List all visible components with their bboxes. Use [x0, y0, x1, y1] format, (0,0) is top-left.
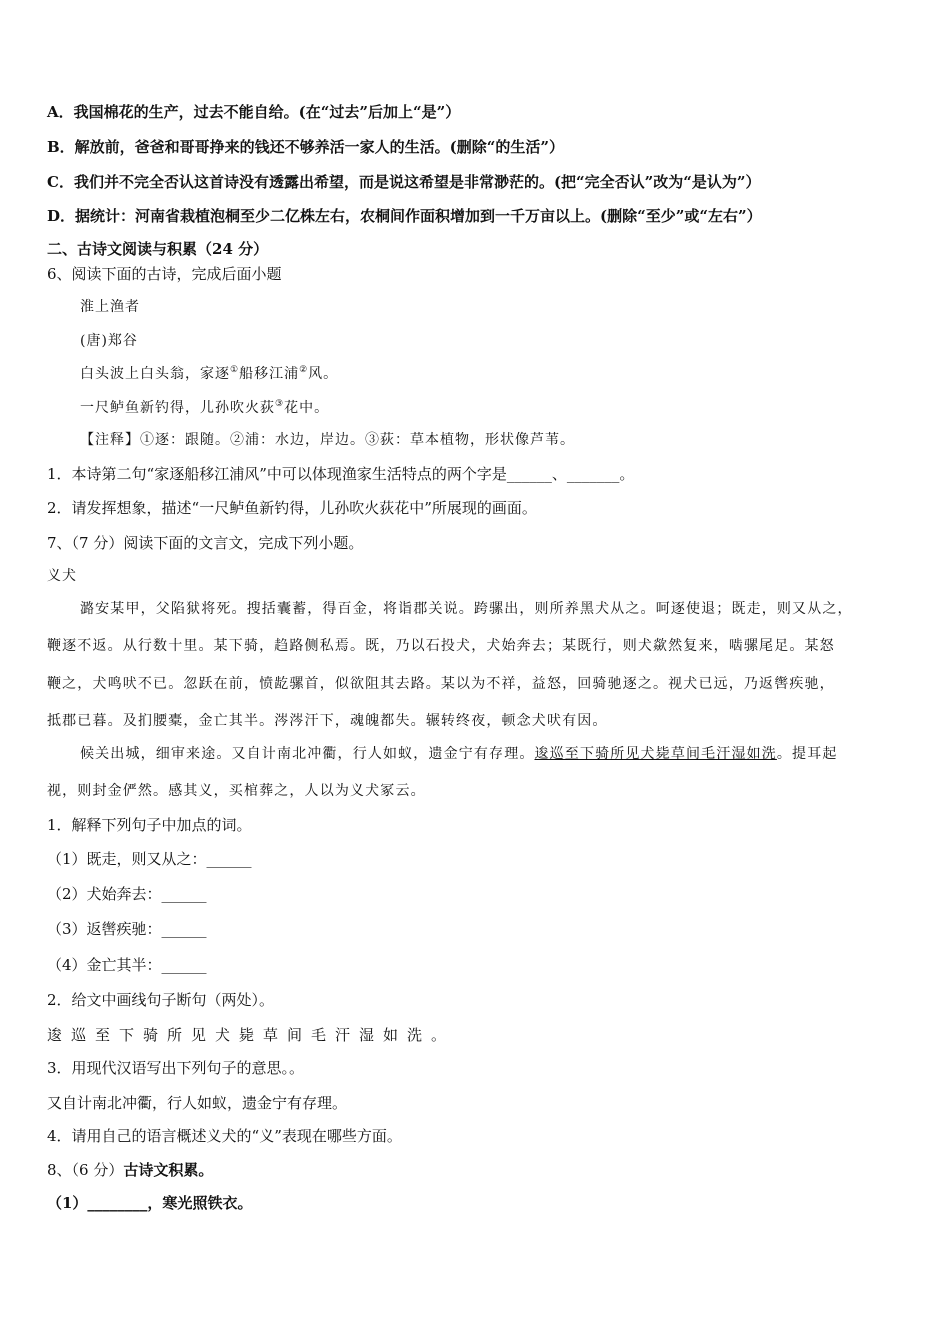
- q7-sub2: 2．给文中画线句子断句（两处）。: [47, 991, 275, 1009]
- poem-line-1-b: 船移江浦: [239, 366, 300, 382]
- section-heading: 二、古诗文阅读与积累（24 分）: [47, 240, 269, 258]
- poem-line-1-c: 风。: [308, 366, 339, 382]
- q7-sub4: 4．请用自己的语言概述义犬的“义”表现在哪些方面。: [47, 1127, 402, 1145]
- poem-line-2: [80, 398, 329, 418]
- poem-title: 淮上渔者: [80, 299, 140, 315]
- poem-line-1: [80, 364, 338, 384]
- option-a: A．我国棉花的生产，过去不能自给。(在“过去”后加上“是”）: [47, 103, 461, 121]
- poem-line-2-a: 一尺鲈鱼新钓得，儿孙吹火荻: [80, 400, 275, 416]
- q7-prompt: 7、（7 分）阅读下面的文言文，完成下列小题。: [47, 534, 364, 552]
- underlined-sentence: 逡巡至下骑所见犬毙草间毛汗湿如洗: [534, 746, 777, 762]
- q6-sub1: 1．本诗第二句“家逐船移江浦风”中可以体现渔家生活特点的两个字是______、_______。: [47, 465, 635, 483]
- option-c: C．我们并不完全否认这首诗没有透露出希望，而是说这希望是非常渺茫的。(把“完全否认”改为“是认为”）: [47, 173, 761, 191]
- option-b: B．解放前，爸爸和哥哥挣来的钱还不够养活一家人的生活。(删除“的生活”）: [47, 138, 565, 156]
- passage-p2-text-b: 。提耳起: [776, 746, 838, 762]
- poem-line-1-a: 白头波上白头翁，家逐: [80, 366, 230, 382]
- q7-sub1-item4: （4）金亡其半：______: [47, 956, 207, 974]
- q8-prompt-title: 古诗文积累。: [123, 1161, 214, 1179]
- q8-prompt-number: 8、（6 分）: [47, 1161, 124, 1179]
- q8-item1: （1）________，寒光照铁衣。: [47, 1194, 253, 1212]
- note-marker-3: ③: [275, 399, 285, 409]
- passage-p1-line3: 鞭之，犬鸣吠不已。忽跃在前，愤龁骡首，似欲阻其去路。某以为不祥，益怒，回骑驰逐之。视犬已远，乃返辔疾驰，: [47, 676, 835, 692]
- passage-p1-line4: 抵郡已暮。及扪腰橐，金亡其半。涔涔汗下，魂魄都失。辗转终夜，顿念犬吠有因。: [47, 713, 608, 729]
- option-d: D．据统计：河南省栽植泡桐至少二亿株左右，农桐间作面积增加到一千万亩以上。(删除“至少”或“左右”）: [47, 207, 762, 225]
- passage-p2-line2: 视，则封金俨然。感其义，买棺葬之，人以为义犬冢云。: [47, 783, 426, 799]
- q7-sub1: 1．解释下列句子中加点的词。: [47, 816, 252, 834]
- q6-sub2: 2．请发挥想象，描述“一尺鲈鱼新钓得，儿孙吹火荻花中”所展现的画面。: [47, 499, 537, 517]
- q7-sub3-sentence: 又自计南北冲衢，行人如蚁，遗金宁有存理。: [47, 1094, 348, 1112]
- passage-p1-line2: 鞭逐不返。从行数十里。某下骑，趋路侧私焉。既，乃以石投犬，犬始奔去；某既行，则犬歘然复来，啮骡尾足。某怒: [47, 638, 835, 654]
- q6-prompt: 6、阅读下面的古诗，完成后面小题: [47, 265, 282, 283]
- q7-sub2-sentence: 逡巡至下骑所见犬毙草间毛汗湿如洗。: [47, 1026, 456, 1044]
- poem-notes: 【注释】①逐：跟随。②浦：水边，岸边。③荻：草本植物，形状像芦苇。: [80, 432, 575, 448]
- passage-p1-line1: 潞安某甲，父陷狱将死。搜括囊蓄，得百金，将诣郡关说。跨骡出，则所养黑犬从之。呵逐使退；既走，则又从之，: [80, 601, 853, 617]
- q7-sub1-item1: （1）既走，则又从之：______: [47, 850, 252, 868]
- poem-author: (唐)郑谷: [80, 333, 138, 349]
- note-marker-1: ①: [230, 365, 240, 375]
- poem-line-2-b: 花中。: [284, 400, 330, 416]
- q7-sub1-item3: （3）返辔疾驰：______: [47, 920, 207, 938]
- q7-passage-title: 义犬: [47, 568, 77, 584]
- note-marker-2: ②: [299, 365, 309, 375]
- passage-p2-line1: [80, 744, 838, 764]
- passage-p2-text-a: 候关出城，细审来途。又自计南北冲衢，行人如蚁，遗金宁有存理。: [80, 746, 535, 762]
- q8-prompt: [47, 1160, 213, 1180]
- q7-sub3: 3．用现代汉语写出下列句子的意思。。: [47, 1059, 305, 1077]
- q7-sub1-item2: （2）犬始奔去：______: [47, 885, 207, 903]
